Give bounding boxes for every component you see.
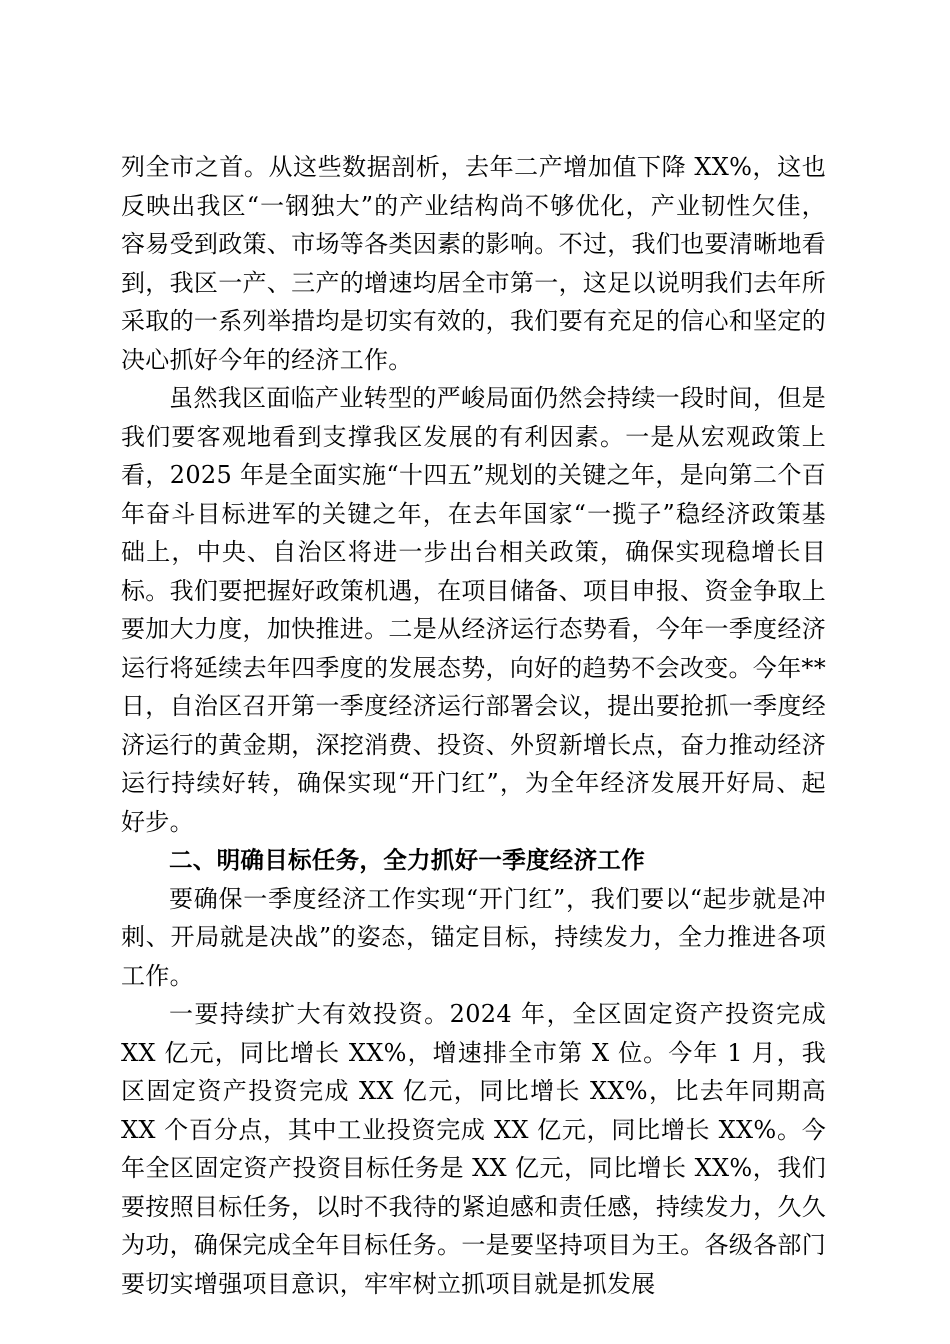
paragraph-investment: 一要持续扩大有效投资。2024 年，全区固定资产投资完成 XX 亿元，同比增长 XX%，增速排全市第 X 位。今年 1 月，我区固定资产投资完成 XX 亿元，同比增长 XX%，比去年同期高 XX 个百分点，其中工业投资完成 XX 亿元，同比增长 XX%。今年全区固定资产投资目标任务是 XX 亿元，同比增长 XX%，我们要按照目标任务，以时不我待的紧迫感和责任感，持续发力，久久为功，确保完成全年目标任务。一是要坚持项目为王。各级各部门要切实增强项目意识，牢牢树立抓项目就是抓发展	[121, 1000, 826, 1298]
paragraph-continuation: 列全市之首。从这些数据剖析，去年二产增加值下降 XX%，这也反映出我区“一钢独大”的产业结构尚不够优化，产业韧性欠佳，容易受到政策、市场等各类因素的影响。不过，我们也要清晰地看到，我区一产、三产的增速均居全市第一，这足以说明我们去年所采取的一系列举措均是切实有效的，我们要有充足的信心和坚定的决心抓好今年的经济工作。	[121, 153, 826, 374]
document-page	[121, 148, 826, 1303]
paragraph-section-intro: 要确保一季度经济工作实现“开门红”，我们要以“起步就是冲刺、开局就是决战”的姿态，锚定目标，持续发力，全力推进各项工作。	[121, 884, 826, 990]
paragraph-favorable-factors: 虽然我区面临产业转型的严峻局面仍然会持续一段时间，但是我们要客观地看到支撑我区发展的有利因素。一是从宏观政策上看，2025 年是全面实施“十四五”规划的关键之年，是向第二个百年奋斗目标进军的关键之年，在去年国家“一揽子”稳经济政策基础上，中央、自治区将进一步出台相关政策，确保实现稳增长目标。我们要把握好政策机遇，在项目储备、项目申报、资金争取上要加大力度，加快推进。二是从经济运行态势看，今年一季度经济运行将延续去年四季度的发展态势，向好的趋势不会改变。今年**日，自治区召开第一季度经济运行部署会议，提出要抢抓一季度经济运行的黄金期，深挖消费、投资、外贸新增长点，奋力推动经济运行持续好转，确保实现“开门红”，为全年经济发展开好局、起好步。	[121, 384, 826, 836]
section-heading: 二、明确目标任务，全力抓好一季度经济工作	[169, 846, 645, 874]
